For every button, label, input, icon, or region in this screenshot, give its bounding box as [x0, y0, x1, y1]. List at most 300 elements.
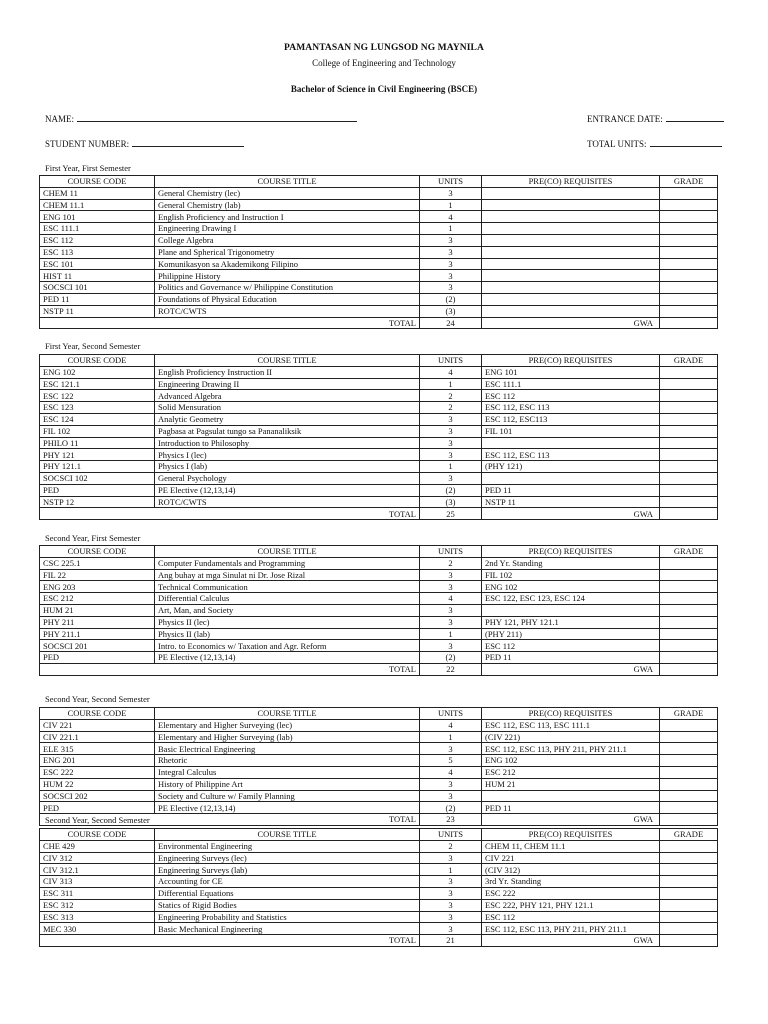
column-header-units: UNITS [420, 829, 482, 841]
grade-cell[interactable] [660, 402, 718, 414]
semester-title: Second Year, Second Semester [45, 815, 150, 825]
prerequisites-cell: (PHY 211) [482, 628, 660, 640]
prerequisites-cell [482, 437, 660, 449]
table-row [40, 557, 718, 569]
name-field[interactable] [45, 113, 357, 124]
units-cell: 3 [420, 449, 482, 461]
university-name: PAMANTASAN NG LUNGSOD NG MAYNILA [284, 43, 484, 53]
grade-cell[interactable] [660, 496, 718, 508]
entrance-date-field[interactable] [587, 113, 724, 124]
course-title-cell: Elementary and Higher Surveying (lab) [155, 731, 420, 743]
grade-cell[interactable] [660, 864, 718, 876]
course-code-cell: ESC 312 [40, 899, 155, 911]
grade-cell[interactable] [660, 802, 718, 814]
grade-cell[interactable] [660, 282, 718, 294]
units-cell: 2 [420, 840, 482, 852]
course-title-cell: PE Elective (12,13,14) [155, 484, 420, 496]
prerequisites-cell: ENG 102 [482, 755, 660, 767]
grade-cell[interactable] [660, 899, 718, 911]
table-row [40, 449, 718, 461]
course-code-cell: FIL 22 [40, 569, 155, 581]
total-units-value: 24 [420, 317, 482, 329]
column-header-prereq: PRE(CO) REQUISITES [482, 708, 660, 720]
course-title-cell: Physics II (lab) [155, 628, 420, 640]
grade-cell[interactable] [660, 234, 718, 246]
prerequisites-cell: CHEM 11, CHEM 11.1 [482, 840, 660, 852]
table-row [40, 790, 718, 802]
course-title-cell: Philippine History [155, 270, 420, 282]
prerequisites-cell: PHY 121, PHY 121.1 [482, 616, 660, 628]
table-row [40, 911, 718, 923]
units-cell: 3 [420, 616, 482, 628]
column-header-title: COURSE TITLE [155, 829, 420, 841]
course-title-cell: ROTC/CWTS [155, 496, 420, 508]
prerequisites-cell: 3rd Yr. Standing [482, 876, 660, 888]
table-row [40, 234, 718, 246]
table-row [40, 652, 718, 664]
prerequisites-cell: ESC 112, ESC 113, PHY 211, PHY 211.1 [482, 743, 660, 755]
grade-cell[interactable] [660, 484, 718, 496]
college-name: College of Engineering and Technology [312, 58, 456, 68]
course-title-cell: Rhetoric [155, 755, 420, 767]
total-units-value: 25 [420, 508, 482, 520]
units-cell: 3 [420, 852, 482, 864]
column-header-grade: GRADE [660, 355, 718, 367]
course-code-cell: ESC 123 [40, 402, 155, 414]
semester-title: First Year, First Semester [45, 163, 131, 173]
grade-cell[interactable] [660, 652, 718, 664]
course-code-cell: PHY 211.1 [40, 628, 155, 640]
prerequisites-cell: HUM 21 [482, 778, 660, 790]
table-row [40, 378, 718, 390]
gwa-grade-cell[interactable] [660, 508, 718, 520]
course-code-cell: ESC 311 [40, 887, 155, 899]
course-title-cell: Engineering Surveys (lec) [155, 852, 420, 864]
prerequisites-cell [482, 790, 660, 802]
course-code-cell: ENG 203 [40, 581, 155, 593]
prerequisites-cell: ESC 112, ESC113 [482, 413, 660, 425]
grade-cell[interactable] [660, 449, 718, 461]
prerequisites-cell [482, 187, 660, 199]
grade-cell[interactable] [660, 755, 718, 767]
gwa-label: GWA [482, 663, 660, 675]
prerequisites-cell: ESC 222 [482, 887, 660, 899]
grade-cell[interactable] [660, 187, 718, 199]
units-cell: 3 [420, 413, 482, 425]
course-code-cell: SOCSCI 102 [40, 472, 155, 484]
table-row [40, 852, 718, 864]
units-cell: 3 [420, 604, 482, 616]
grade-cell[interactable] [660, 911, 718, 923]
course-title-cell: College Algebra [155, 234, 420, 246]
total-units-field[interactable] [587, 138, 722, 149]
course-code-cell: CIV 221 [40, 719, 155, 731]
program-title: Bachelor of Science in Civil Engineering (BSCE) [290, 84, 478, 94]
course-code-cell: NSTP 11 [40, 305, 155, 317]
course-title-cell: Advanced Algebra [155, 390, 420, 402]
course-code-cell: ENG 101 [40, 211, 155, 223]
units-cell: 3 [420, 899, 482, 911]
prerequisites-cell: ESC 112 [482, 911, 660, 923]
units-cell: 3 [420, 472, 482, 484]
prerequisites-cell: ESC 112, ESC 113 [482, 449, 660, 461]
semester-title: Second Year, First Semester [45, 533, 141, 543]
prerequisites-cell [482, 270, 660, 282]
column-header-grade: GRADE [660, 176, 718, 188]
units-cell: 2 [420, 390, 482, 402]
course-code-cell: CHEM 11 [40, 187, 155, 199]
course-code-cell: SOCSCI 201 [40, 640, 155, 652]
units-cell: 3 [420, 790, 482, 802]
course-title-cell: Ang buhay at mga Sinulat ni Dr. Jose Rizal [155, 569, 420, 581]
prerequisites-cell: CIV 221 [482, 852, 660, 864]
units-cell: 3 [420, 437, 482, 449]
grade-cell[interactable] [660, 472, 718, 484]
total-blank-cell [40, 663, 155, 675]
prerequisites-cell [482, 211, 660, 223]
units-cell: 3 [420, 425, 482, 437]
table-row [40, 472, 718, 484]
total-blank-cell [40, 935, 155, 947]
total-blank-cell [40, 508, 155, 520]
units-cell: 1 [420, 864, 482, 876]
grade-cell[interactable] [660, 557, 718, 569]
grade-cell[interactable] [660, 743, 718, 755]
gwa-label: GWA [482, 508, 660, 520]
table-row [40, 390, 718, 402]
units-cell: 3 [420, 270, 482, 282]
table-row [40, 887, 718, 899]
grade-cell[interactable] [660, 719, 718, 731]
course-title-cell: Environmental Engineering [155, 840, 420, 852]
units-cell: (2) [420, 484, 482, 496]
table-row [40, 899, 718, 911]
grade-cell[interactable] [660, 923, 718, 935]
table-row [40, 731, 718, 743]
units-cell: (2) [420, 802, 482, 814]
student-number-line[interactable] [132, 138, 244, 147]
grade-cell[interactable] [660, 604, 718, 616]
total-units-line[interactable] [650, 138, 722, 147]
course-code-cell: SOCSCI 202 [40, 790, 155, 802]
table-row [40, 864, 718, 876]
course-title-cell: General Chemistry (lab) [155, 199, 420, 211]
total-units-label: TOTAL UNITS: [587, 139, 647, 149]
course-title-cell: PE Elective (12,13,14) [155, 652, 420, 664]
prerequisites-cell [482, 234, 660, 246]
grade-cell[interactable] [660, 223, 718, 235]
total-row [40, 663, 718, 675]
units-cell: 4 [420, 366, 482, 378]
course-code-cell: PED [40, 484, 155, 496]
column-header-prereq: PRE(CO) REQUISITES [482, 546, 660, 558]
semester-table [39, 545, 718, 676]
course-title-cell: Foundations of Physical Education [155, 293, 420, 305]
grade-cell[interactable] [660, 390, 718, 402]
table-row [40, 802, 718, 814]
units-cell: 3 [420, 778, 482, 790]
prerequisites-cell [482, 472, 660, 484]
table-row [40, 270, 718, 282]
course-title-cell: Basic Mechanical Engineering [155, 923, 420, 935]
course-title-cell: Art, Man, and Society [155, 604, 420, 616]
prerequisites-cell [482, 199, 660, 211]
course-code-cell: FIL 102 [40, 425, 155, 437]
course-code-cell: HIST 11 [40, 270, 155, 282]
units-cell: 3 [420, 234, 482, 246]
grade-cell[interactable] [660, 840, 718, 852]
table-row [40, 840, 718, 852]
course-title-cell: Elementary and Higher Surveying (lec) [155, 719, 420, 731]
course-code-cell: CSC 225.1 [40, 557, 155, 569]
entrance-date-label: ENTRANCE DATE: [587, 114, 663, 124]
table-row [40, 305, 718, 317]
table-row [40, 437, 718, 449]
units-cell: 1 [420, 223, 482, 235]
gwa-grade-cell[interactable] [660, 935, 718, 947]
table-row [40, 876, 718, 888]
column-header-code: COURSE CODE [40, 176, 155, 188]
total-label: TOTAL [155, 317, 420, 329]
course-title-cell: Accounting for CE [155, 876, 420, 888]
table-row [40, 282, 718, 294]
gwa-label: GWA [482, 317, 660, 329]
course-title-cell: Statics of Rigid Bodies [155, 899, 420, 911]
prerequisites-cell [482, 305, 660, 317]
course-title-cell: Engineering Probability and Statistics [155, 911, 420, 923]
table-row [40, 199, 718, 211]
course-code-cell: ESC 112 [40, 234, 155, 246]
total-row [40, 317, 718, 329]
course-title-cell: Physics I (lec) [155, 449, 420, 461]
table-row [40, 187, 718, 199]
course-code-cell: ESC 124 [40, 413, 155, 425]
units-cell: 3 [420, 911, 482, 923]
table-row [40, 413, 718, 425]
course-title-cell: Computer Fundamentals and Programming [155, 557, 420, 569]
units-cell: 3 [420, 876, 482, 888]
prerequisites-cell: (CIV 221) [482, 731, 660, 743]
grade-cell[interactable] [660, 305, 718, 317]
course-code-cell: ESC 113 [40, 246, 155, 258]
prerequisites-cell: ENG 102 [482, 581, 660, 593]
total-units-value: 21 [420, 935, 482, 947]
course-title-cell: Engineering Drawing II [155, 378, 420, 390]
grade-cell[interactable] [660, 778, 718, 790]
total-units-value: 22 [420, 663, 482, 675]
grade-cell[interactable] [660, 437, 718, 449]
semester-title: First Year, Second Semester [45, 341, 141, 351]
course-title-cell: Integral Calculus [155, 766, 420, 778]
name-line[interactable] [77, 113, 357, 122]
entrance-date-line[interactable] [666, 113, 724, 122]
grade-cell[interactable] [660, 211, 718, 223]
table-row [40, 246, 718, 258]
grade-cell[interactable] [660, 569, 718, 581]
course-title-cell: Differential Equations [155, 887, 420, 899]
grade-cell[interactable] [660, 593, 718, 605]
course-code-cell: CHEM 11.1 [40, 199, 155, 211]
table-header-row [40, 355, 718, 367]
course-code-cell: ESC 212 [40, 593, 155, 605]
column-header-units: UNITS [420, 546, 482, 558]
units-cell: 2 [420, 557, 482, 569]
semester-table [39, 707, 718, 826]
grade-cell[interactable] [660, 731, 718, 743]
table-row [40, 743, 718, 755]
prerequisites-cell: ESC 112 [482, 640, 660, 652]
course-title-cell: Plane and Spherical Trigonometry [155, 246, 420, 258]
semester-table [39, 175, 718, 329]
table-row [40, 402, 718, 414]
grade-cell[interactable] [660, 270, 718, 282]
grade-cell[interactable] [660, 616, 718, 628]
grade-cell[interactable] [660, 461, 718, 473]
table-row [40, 719, 718, 731]
units-cell: 3 [420, 246, 482, 258]
course-title-cell: General Chemistry (lec) [155, 187, 420, 199]
table-row [40, 496, 718, 508]
units-cell: 4 [420, 211, 482, 223]
total-label: TOTAL [155, 814, 420, 826]
column-header-prereq: PRE(CO) REQUISITES [482, 355, 660, 367]
course-title-cell: Pagbasa at Pagsulat tungo sa Pananaliksik [155, 425, 420, 437]
course-code-cell: ESC 111.1 [40, 223, 155, 235]
units-cell: 2 [420, 402, 482, 414]
grade-cell[interactable] [660, 258, 718, 270]
table-row [40, 616, 718, 628]
course-title-cell: English Proficiency and Instruction I [155, 211, 420, 223]
column-header-grade: GRADE [660, 829, 718, 841]
table-row [40, 923, 718, 935]
course-title-cell: Basic Electrical Engineering [155, 743, 420, 755]
grade-cell[interactable] [660, 640, 718, 652]
table-row [40, 484, 718, 496]
course-code-cell: CIV 221.1 [40, 731, 155, 743]
course-code-cell: CHE 429 [40, 840, 155, 852]
course-title-cell: PE Elective (12,13,14) [155, 802, 420, 814]
table-header-row [40, 708, 718, 720]
course-code-cell: PHILO 11 [40, 437, 155, 449]
units-cell: 1 [420, 628, 482, 640]
course-code-cell: MEC 330 [40, 923, 155, 935]
grade-cell[interactable] [660, 887, 718, 899]
grade-cell[interactable] [660, 246, 718, 258]
table-row [40, 425, 718, 437]
grade-cell[interactable] [660, 852, 718, 864]
gwa-label: GWA [482, 935, 660, 947]
grade-cell[interactable] [660, 628, 718, 640]
course-code-cell: PED [40, 802, 155, 814]
table-header-row [40, 546, 718, 558]
grade-cell[interactable] [660, 199, 718, 211]
table-row [40, 766, 718, 778]
semester-title: Second Year, Second Semester [45, 694, 150, 704]
units-cell: 1 [420, 378, 482, 390]
course-title-cell: Engineering Surveys (lab) [155, 864, 420, 876]
grade-cell[interactable] [660, 293, 718, 305]
gwa-grade-cell[interactable] [660, 317, 718, 329]
total-row [40, 935, 718, 947]
grade-cell[interactable] [660, 366, 718, 378]
grade-cell[interactable] [660, 378, 718, 390]
course-title-cell: General Psychology [155, 472, 420, 484]
prerequisites-cell: FIL 102 [482, 569, 660, 581]
course-code-cell: ENG 102 [40, 366, 155, 378]
units-cell: (3) [420, 496, 482, 508]
course-code-cell: ESC 121.1 [40, 378, 155, 390]
table-row [40, 640, 718, 652]
course-code-cell: ENG 201 [40, 755, 155, 767]
grade-cell[interactable] [660, 790, 718, 802]
course-title-cell: ROTC/CWTS [155, 305, 420, 317]
grade-cell[interactable] [660, 425, 718, 437]
grade-cell[interactable] [660, 766, 718, 778]
column-header-units: UNITS [420, 355, 482, 367]
total-label: TOTAL [155, 663, 420, 675]
units-cell: 5 [420, 755, 482, 767]
course-code-cell: ESC 313 [40, 911, 155, 923]
course-code-cell: HUM 21 [40, 604, 155, 616]
grade-cell[interactable] [660, 413, 718, 425]
course-title-cell: Intro. to Economics w/ Taxation and Agr. Reform [155, 640, 420, 652]
prerequisites-cell: (PHY 121) [482, 461, 660, 473]
course-code-cell: ESC 101 [40, 258, 155, 270]
grade-cell[interactable] [660, 581, 718, 593]
units-cell: 3 [420, 743, 482, 755]
prerequisites-cell [482, 282, 660, 294]
table-row [40, 293, 718, 305]
units-cell: 4 [420, 593, 482, 605]
prerequisites-cell [482, 223, 660, 235]
prerequisites-cell [482, 258, 660, 270]
course-title-cell: History of Philippine Art [155, 778, 420, 790]
units-cell: 3 [420, 640, 482, 652]
grade-cell[interactable] [660, 876, 718, 888]
units-cell: 3 [420, 887, 482, 899]
table-row [40, 755, 718, 767]
course-title-cell: Solid Mensuration [155, 402, 420, 414]
prerequisites-cell: FIL 101 [482, 425, 660, 437]
gwa-grade-cell[interactable] [660, 814, 718, 826]
course-title-cell: Society and Culture w/ Family Planning [155, 790, 420, 802]
course-code-cell: CIV 312 [40, 852, 155, 864]
course-code-cell: ESC 222 [40, 766, 155, 778]
course-code-cell: PHY 121.1 [40, 461, 155, 473]
semester-table [39, 828, 718, 947]
units-cell: 4 [420, 766, 482, 778]
course-code-cell: PHY 121 [40, 449, 155, 461]
prerequisites-cell: ESC 111.1 [482, 378, 660, 390]
units-cell: 1 [420, 199, 482, 211]
student-number-field[interactable] [45, 138, 244, 149]
table-row [40, 628, 718, 640]
table-header-row [40, 176, 718, 188]
column-header-code: COURSE CODE [40, 708, 155, 720]
course-code-cell: NSTP 12 [40, 496, 155, 508]
course-title-cell: Differential Calculus [155, 593, 420, 605]
course-code-cell: PED 11 [40, 293, 155, 305]
gwa-grade-cell[interactable] [660, 663, 718, 675]
table-row [40, 581, 718, 593]
units-cell: 4 [420, 719, 482, 731]
column-header-grade: GRADE [660, 708, 718, 720]
course-title-cell: Physics II (lec) [155, 616, 420, 628]
table-row [40, 778, 718, 790]
prerequisites-cell: ESC 112, ESC 113, PHY 211, PHY 211.1 [482, 923, 660, 935]
course-title-cell: Introduction to Philosophy [155, 437, 420, 449]
column-header-code: COURSE CODE [40, 355, 155, 367]
